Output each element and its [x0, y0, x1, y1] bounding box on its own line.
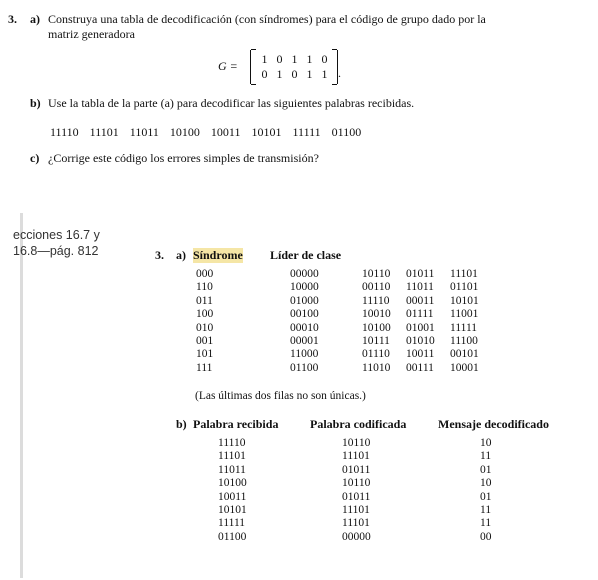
matrix-cell: 1: [321, 67, 328, 81]
part-a-text-line2: matriz generadora: [48, 27, 135, 41]
decoded-message: 11: [480, 450, 492, 463]
received-word: 01100: [331, 125, 362, 139]
coded-word: 11101: [342, 517, 370, 530]
received-word: 10011: [210, 125, 241, 139]
answer-part-b-label: b): [176, 417, 187, 431]
coset-member: 01110: [362, 348, 390, 361]
part-a-text-line1: Construya una tabla de decodificación (con síndromes) para el código de grupo dado por la: [48, 12, 486, 26]
part-b-label: b): [30, 96, 41, 110]
decoded-message: 01: [480, 463, 492, 476]
syndrome-value: 110: [196, 281, 213, 294]
coset-member: 10110: [362, 268, 391, 280]
decoded-message: 11: [480, 504, 492, 517]
syndrome-note: (Las últimas dos filas no son únicas.): [195, 390, 366, 402]
received-word: 01100: [218, 530, 247, 543]
received-word: 11011: [129, 125, 159, 139]
coset-member: 10001: [450, 361, 479, 374]
part-b-text: Use la tabla de la parte (a) para decodificar las siguientes palabras recibidas.: [48, 96, 415, 110]
decode-row: [218, 517, 510, 530]
coset-leader: 00001: [290, 335, 319, 348]
decode-row: [218, 477, 510, 490]
coset-member: 11111: [450, 321, 478, 334]
coset-member: 00110: [362, 281, 391, 294]
coset-member: 10101: [450, 294, 479, 307]
col-header-lider: Líder de clase: [270, 248, 342, 262]
decoded-message: 10: [480, 477, 492, 490]
answer-part-a-label: a): [176, 248, 186, 262]
decode-row: [218, 464, 510, 477]
coset-member: 11100: [450, 335, 478, 348]
col-header-recibida: Palabra recibida: [193, 417, 279, 431]
matrix-cell: 1: [276, 67, 283, 81]
part-a-label: a): [30, 12, 40, 26]
matrix-cell: 0: [291, 67, 298, 81]
coded-word: 10110: [342, 477, 371, 490]
coset-member: 10111: [362, 335, 390, 348]
syndrome-row: [196, 362, 490, 375]
generator-matrix: [250, 50, 338, 84]
syndrome-row: [196, 322, 490, 335]
coset-member: 10011: [406, 348, 435, 361]
decode-row: [218, 437, 510, 450]
coded-word: 01011: [342, 463, 371, 476]
margin-note-line1: ecciones 16.7 y: [13, 228, 100, 242]
coded-word: 11101: [342, 450, 370, 463]
matrix-cell: 1: [306, 52, 313, 66]
col-header-sindrome: Síndrome: [193, 248, 243, 262]
syndrome-row: [196, 348, 490, 361]
coset-member: 11101: [450, 268, 478, 280]
matrix-lhs: G =: [218, 59, 238, 73]
syndrome-value: 001: [196, 335, 214, 348]
coset-member: 11011: [406, 281, 434, 294]
decoded-message: 00: [480, 530, 492, 543]
matrix-cell: 1: [261, 52, 268, 66]
coded-word: 11101: [342, 504, 370, 517]
coset-member: 00011: [406, 294, 435, 307]
coset-leader: 00010: [290, 321, 319, 334]
received-word: 11110: [218, 437, 246, 449]
coset-leader: 00000: [290, 268, 319, 280]
syndrome-value: 000: [196, 268, 214, 280]
answer-number: 3.: [155, 248, 164, 262]
coset-member: 01101: [450, 281, 479, 294]
coset-member: 11001: [450, 308, 479, 321]
decode-row: [218, 491, 510, 504]
decode-row: [218, 504, 510, 517]
decode-row: [218, 531, 510, 544]
coded-word: 01011: [342, 490, 371, 503]
syndrome-value: 100: [196, 308, 214, 321]
matrix-cell: 0: [276, 52, 283, 66]
matrix-cell: 1: [291, 52, 298, 66]
matrix-row-1: [257, 52, 332, 67]
received-word: 10011: [218, 490, 247, 503]
coset-leader: 11000: [290, 348, 319, 361]
syndrome-value: 111: [196, 361, 213, 374]
coset-member: 11110: [362, 294, 390, 307]
received-word: 11110: [50, 125, 79, 139]
part-c-label: c): [30, 151, 40, 165]
coset-member: 10010: [362, 308, 391, 321]
received-word: 10101: [218, 504, 247, 517]
coset-member: 10100: [362, 321, 391, 334]
received-word: 11101: [89, 125, 119, 139]
received-word: 11101: [218, 450, 246, 463]
coset-member: 01010: [406, 335, 435, 348]
syndrome-row: [196, 295, 490, 308]
syndrome-row: [196, 308, 490, 321]
received-words-list: [50, 125, 372, 140]
syndrome-value: 010: [196, 321, 214, 334]
matrix-period: .: [338, 66, 341, 80]
problem-number: 3.: [8, 12, 17, 26]
syndrome-value: 011: [196, 294, 213, 307]
coset-leader: 00100: [290, 308, 319, 321]
coset-member: 01001: [406, 321, 435, 334]
coset-member: 01011: [406, 268, 435, 280]
matrix-cell: 1: [306, 67, 313, 81]
matrix-cell: 0: [261, 67, 268, 81]
syndrome-value: 101: [196, 348, 214, 361]
decode-row: [218, 450, 510, 463]
decode-table: [218, 437, 510, 544]
received-word: 11111: [292, 125, 321, 139]
coded-word: 00000: [342, 530, 371, 543]
coset-member: 11010: [362, 361, 391, 374]
received-word: 10100: [169, 125, 200, 139]
coset-leader: 01100: [290, 361, 319, 374]
margin-note-line2: 16.8—pág. 812: [13, 244, 99, 258]
coset-leader: 10000: [290, 281, 319, 294]
coded-word: 10110: [342, 437, 371, 449]
syndrome-row: [196, 268, 490, 281]
decoded-message: 10: [480, 437, 492, 449]
syndrome-row: [196, 281, 490, 294]
received-word: 11011: [218, 463, 246, 476]
matrix-row-2: [257, 67, 332, 82]
coset-leader: 01000: [290, 294, 319, 307]
decoded-message: 01: [480, 490, 492, 503]
coset-member: 01111: [406, 308, 434, 321]
margin-divider: [20, 213, 23, 578]
col-header-mensaje: Mensaje decodificado: [438, 417, 549, 431]
part-c-text: ¿Corrige este código los errores simples de transmisión?: [48, 151, 319, 165]
matrix-cell: 0: [321, 52, 328, 66]
coset-member: 00111: [406, 361, 434, 374]
received-word: 10100: [218, 477, 247, 490]
decoded-message: 11: [480, 517, 492, 530]
col-header-codificada: Palabra codificada: [310, 417, 407, 431]
received-word: 10101: [251, 125, 282, 139]
coset-member: 00101: [450, 348, 479, 361]
syndrome-row: [196, 335, 490, 348]
received-word: 11111: [218, 517, 246, 530]
syndrome-table: [196, 268, 490, 375]
